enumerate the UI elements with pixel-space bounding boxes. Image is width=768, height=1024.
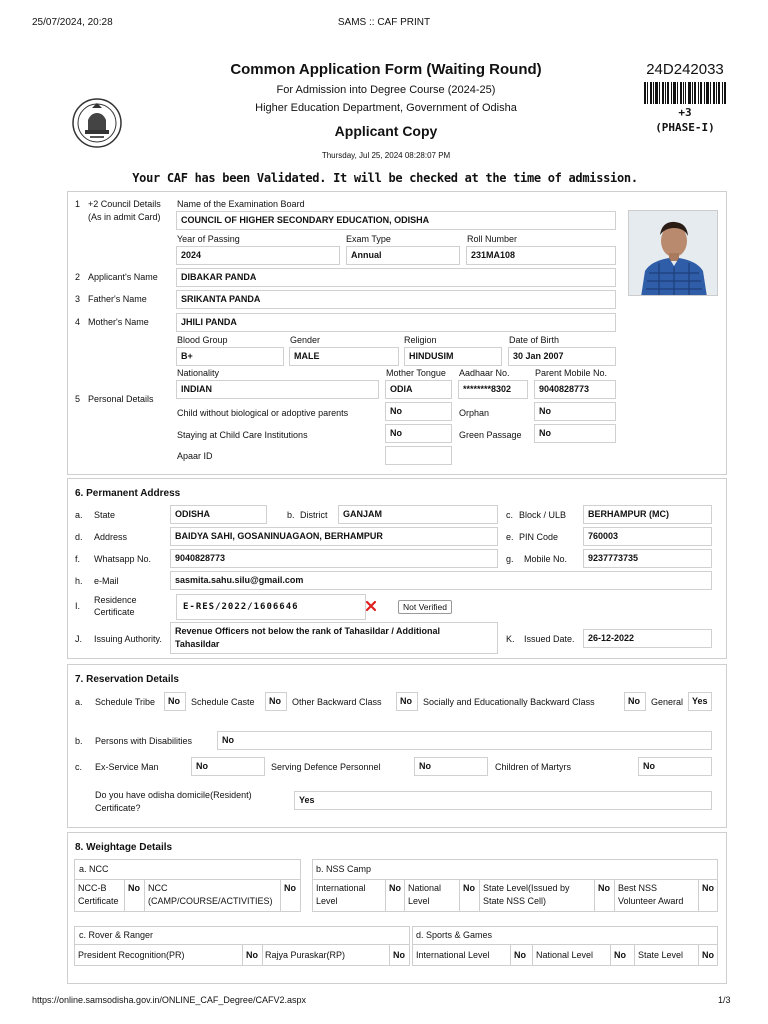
rajya-puraskar-label: Rajya Puraskar(RP) [265, 950, 346, 960]
sports-national-label: National Level [536, 950, 594, 960]
roll-number-field: 231MA108 [466, 246, 616, 265]
parent-mobile-field: 9040828773 [534, 380, 616, 399]
nss-national-label-line2: Level [408, 896, 430, 906]
form-subtitle-course: For Admission into Degree Course (2024-25) [276, 84, 496, 96]
letter-a-reservation: a. [75, 697, 83, 707]
state-field: ODISHA [170, 505, 267, 524]
nss-national-label-line1: National [408, 883, 442, 893]
nss-best-label-line1: Best NSS [618, 883, 658, 893]
council-details-label: +2 Council Details [88, 199, 161, 209]
domicile-label-line2: Certificate? [95, 803, 141, 813]
child-care-label: Staying at Child Care Institutions [177, 430, 308, 440]
letter-g: g. [506, 554, 514, 564]
sports-national-value: No [614, 950, 626, 960]
print-url: https://online.samsodisha.gov.in/ONLINE_CAF_Degree/CAFV2.aspx [32, 995, 306, 1005]
block-ulb-label: Block / ULB [519, 510, 567, 520]
printed-timestamp: Thursday, Jul 25, 2024 08:28:07 PM [321, 151, 451, 160]
sports-international-value: No [514, 950, 526, 960]
nss-state-label-line2: State NSS Cell) [483, 896, 547, 906]
letter-a: a. [75, 510, 83, 520]
sebc-label: Socially and Educationally Backward Class [423, 697, 595, 707]
ncc-title: a. NCC [79, 864, 109, 874]
item-number-4: 4 [75, 317, 81, 327]
rover-ranger-title: c. Rover & Ranger [79, 930, 154, 940]
mother-tongue-label: Mother Tongue [386, 368, 446, 378]
sports-games-title: d. Sports & Games [416, 930, 493, 940]
verification-status-badge: Not Verified [398, 600, 452, 614]
nss-international-value: No [389, 883, 401, 893]
religion-field: HINDUSIM [404, 347, 502, 366]
letter-c: c. [506, 510, 514, 520]
print-datetime: 25/07/2024, 20:28 [32, 17, 113, 28]
item-number-2: 2 [75, 272, 81, 282]
item-number-3: 3 [75, 294, 81, 304]
council-details-sublabel: (As in admit Card) [88, 212, 161, 222]
sports-international-label: International Level [416, 950, 490, 960]
sports-state-label: State Level [638, 950, 684, 960]
nss-state-label-line1: State Level(Issued by [483, 883, 570, 893]
schedule-tribe-field: No [164, 692, 186, 711]
orphan-label: Orphan [459, 408, 490, 418]
exam-board-field: COUNCIL OF HIGHER SECONDARY EDUCATION, ODISHA [176, 211, 616, 230]
sports-state-value: No [702, 950, 714, 960]
exam-type-field: Annual [346, 246, 460, 265]
mother-tongue-field: ODIA [385, 380, 452, 399]
letter-c-reservation: c. [75, 762, 83, 772]
apaar-id-field [385, 446, 452, 465]
nss-international-label-line2: Level [316, 896, 338, 906]
ex-service-label: Ex-Service Man [95, 762, 159, 772]
print-page-title: SAMS :: CAF PRINT [337, 17, 431, 28]
blood-group-label: Blood Group [177, 335, 228, 345]
letter-k: K. [506, 634, 515, 644]
gender-label: Gender [290, 335, 321, 345]
child-without-parents-label: Child without biological or adoptive parents [177, 408, 349, 418]
letter-f: f. [75, 554, 81, 564]
nss-best-label-line2: Volunteer Award [618, 896, 684, 906]
letter-b: b. [287, 510, 295, 520]
child-care-field: No [385, 424, 452, 443]
roll-number-label: Roll Number [467, 234, 518, 244]
nationality-label: Nationality [177, 368, 220, 378]
form-subtitle-department: Higher Education Department, Government of Odisha [255, 102, 517, 114]
stream-label: +3 [678, 106, 692, 119]
serving-defence-field: No [414, 757, 488, 776]
odisha-emblem-icon [70, 96, 124, 150]
nss-best-value: No [702, 883, 714, 893]
mobile-label: Mobile No. [524, 554, 568, 564]
aadhaar-field: ********8302 [458, 380, 528, 399]
applicant-copy-heading: Applicant Copy [334, 123, 438, 139]
print-page-number: 1/3 [718, 995, 731, 1005]
nationality-field: INDIAN [176, 380, 379, 399]
father-name-field: SRIKANTA PANDA [176, 290, 616, 309]
reservation-title: 7. Reservation Details [75, 674, 179, 685]
year-of-passing-label: Year of Passing [177, 234, 240, 244]
caf-number: 24D242033 [646, 61, 724, 78]
residence-certificate-field: E-RES/2022/1606646 [176, 594, 366, 620]
pwd-field: No [217, 731, 712, 750]
dob-label: Date of Birth [509, 335, 560, 345]
nss-international-label-line1: International [316, 883, 366, 893]
email-field: sasmita.sahu.silu@gmail.com [170, 571, 712, 590]
nss-title: b. NSS Camp [316, 864, 372, 874]
email-label: e-Mail [94, 576, 119, 586]
schedule-caste-field: No [265, 692, 287, 711]
issued-date-label: Issued Date. [524, 634, 575, 644]
ncc-camp-value: No [284, 883, 296, 893]
mobile-field: 9237773735 [583, 549, 712, 568]
aadhaar-label: Aadhaar No. [459, 368, 510, 378]
not-verified-cross-icon [365, 600, 377, 612]
district-field: GANJAM [338, 505, 498, 524]
state-label: State [94, 510, 116, 520]
item-number-5: 5 [75, 394, 81, 404]
letter-h: h. [75, 576, 83, 586]
obc-label: Other Backward Class [292, 697, 382, 707]
ex-service-field: No [191, 757, 265, 776]
letter-e: e. [506, 532, 514, 542]
green-passage-field: No [534, 424, 616, 443]
president-recognition-label: President Recognition(PR) [78, 950, 185, 960]
rajya-puraskar-value: No [393, 950, 405, 960]
nss-state-value: No [598, 883, 610, 893]
domicile-label-line1: Do you have odisha domicile(Resident) [95, 790, 252, 800]
address-field: BAIDYA SAHI, GOSANINUAGAON, BERHAMPUR [170, 527, 498, 546]
whatsapp-label: Whatsapp No. [94, 554, 152, 564]
phase-label: (PHASE-I) [655, 121, 715, 134]
pin-code-label: PIN Code [519, 532, 559, 542]
blood-group-field: B+ [176, 347, 284, 366]
religion-label: Religion [404, 335, 437, 345]
letter-d: d. [75, 532, 83, 542]
orphan-field: No [534, 402, 616, 421]
issuing-authority-label: Issuing Authority. [94, 634, 162, 644]
children-of-martyrs-field: No [638, 757, 712, 776]
domicile-field: Yes [294, 791, 712, 810]
mother-name-field: JHILI PANDA [176, 313, 616, 332]
year-of-passing-field: 2024 [176, 246, 340, 265]
district-label: District [300, 510, 328, 520]
general-field: Yes [688, 692, 712, 711]
issuing-authority-line1: Revenue Officers not below the rank of Tahasildar / Additional [175, 626, 441, 636]
serving-defence-label: Serving Defence Personnel [271, 762, 381, 772]
ncc-camp-label-line1: NCC [148, 883, 168, 893]
applicant-name-label: Applicant's Name [88, 272, 158, 282]
pin-code-field: 760003 [583, 527, 712, 546]
nss-national-value: No [463, 883, 475, 893]
sebc-field: No [624, 692, 646, 711]
residence-label-line2: Certificate [94, 607, 135, 617]
gender-field: MALE [289, 347, 399, 366]
exam-type-label: Exam Type [346, 234, 391, 244]
address-label: Address [94, 532, 128, 542]
validation-message: Your CAF has been Validated. It will be checked at the time of admission. [132, 171, 638, 185]
letter-b-reservation: b. [75, 736, 83, 746]
whatsapp-field: 9040828773 [170, 549, 498, 568]
general-label: General [651, 697, 684, 707]
ncc-b-value: No [128, 883, 140, 893]
green-passage-label: Green Passage [459, 430, 522, 440]
mother-name-label: Mother's Name [88, 317, 149, 327]
pwd-label: Persons with Disabilities [95, 736, 193, 746]
applicant-name-field: DIBAKAR PANDA [176, 268, 616, 287]
issued-date-field: 26-12-2022 [583, 629, 712, 648]
schedule-caste-label: Schedule Caste [191, 697, 255, 707]
barcode-icon [644, 82, 726, 104]
schedule-tribe-label: Schedule Tribe [95, 697, 156, 707]
father-name-label: Father's Name [88, 294, 147, 304]
parent-mobile-label: Parent Mobile No. [535, 368, 608, 378]
weightage-title: 8. Weightage Details [75, 842, 173, 853]
permanent-address-title: 6. Permanent Address [75, 488, 181, 499]
ncc-b-label-line1: NCC-B [78, 883, 107, 893]
form-title: Common Application Form (Waiting Round) [230, 61, 542, 78]
president-recognition-value: No [246, 950, 258, 960]
letter-j: J. [75, 634, 83, 644]
issuing-authority-line2: Tahasildar [175, 639, 220, 649]
obc-field: No [396, 692, 418, 711]
children-of-martyrs-label: Children of Martyrs [495, 762, 572, 772]
issuing-authority-field [170, 622, 498, 654]
dob-field: 30 Jan 2007 [508, 347, 616, 366]
applicant-photo [628, 210, 718, 296]
child-without-parents-field: No [385, 402, 452, 421]
exam-board-label: Name of the Examination Board [177, 199, 305, 209]
residence-label-line1: Residence [94, 595, 137, 605]
letter-i: I. [75, 601, 81, 611]
ncc-camp-label-line2: (CAMP/COURSE/ACTIVITIES) [148, 896, 273, 906]
apaar-id-label: Apaar ID [177, 451, 213, 461]
personal-details-label: Personal Details [88, 394, 154, 404]
ncc-b-label-line2: Certificate [78, 896, 119, 906]
block-ulb-field: BERHAMPUR (MC) [583, 505, 712, 524]
item-number-1: 1 [75, 199, 81, 209]
